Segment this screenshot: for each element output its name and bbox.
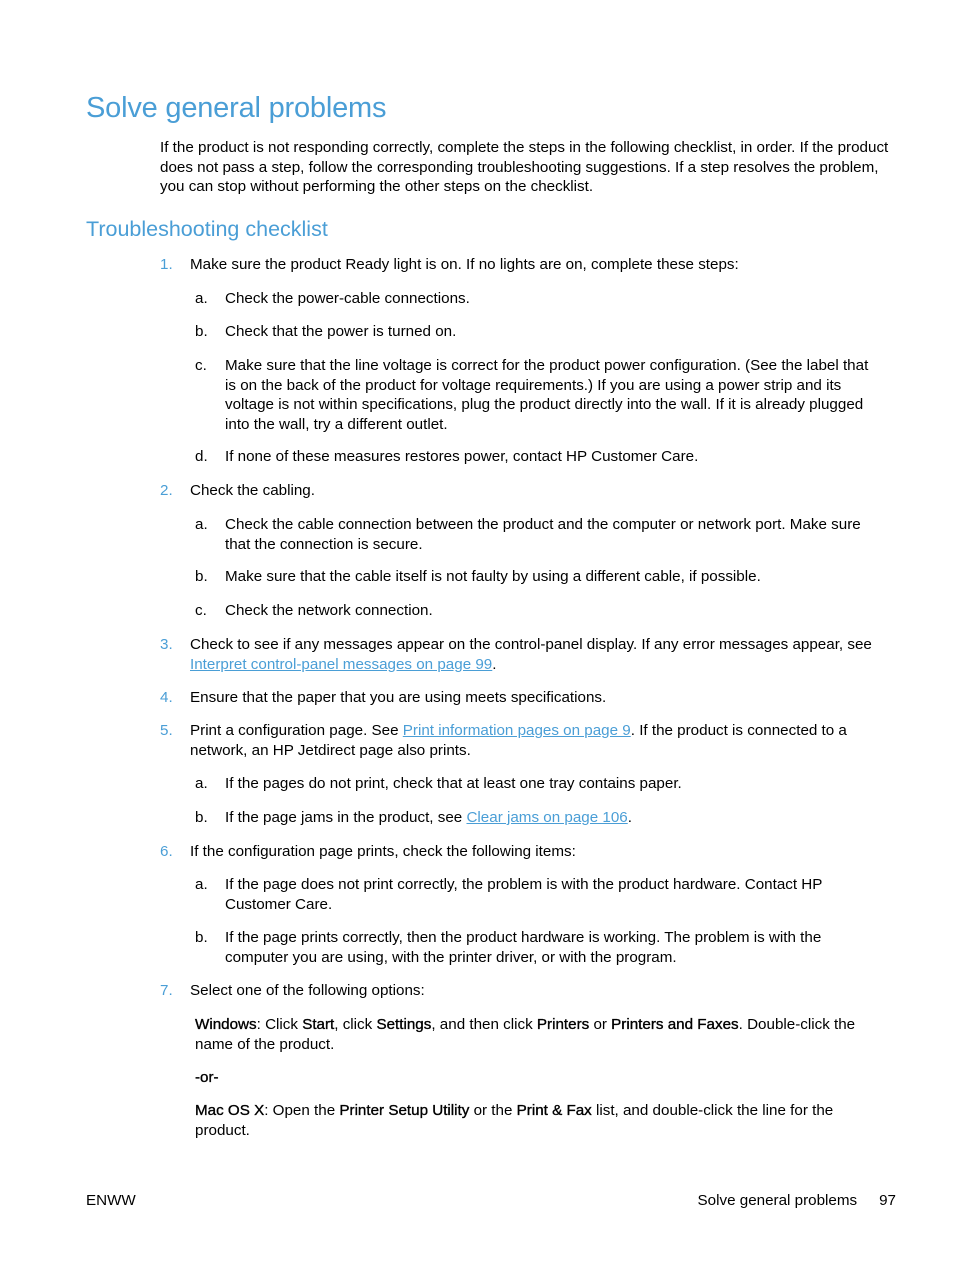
list-item <box>195 601 882 621</box>
sub-step-text <box>225 808 882 828</box>
sub-step-text: If the page prints correctly, then the product hardware is working. The problem is with the computer you are using, with the printer driver, or with the program. <box>225 929 822 966</box>
print-information-pages-link[interactable]: Print information pages on page 9 <box>402 722 631 739</box>
step-text: Check the cabling. <box>190 482 315 499</box>
sub-step-letter: b. <box>195 568 208 585</box>
list-item <box>160 688 882 708</box>
or-text: -or- <box>195 1069 219 1086</box>
printers-and-faxes-label: Printers and Faxes <box>611 1016 739 1033</box>
sub-step-letter: b. <box>195 323 208 340</box>
footer-section: Solve general problems <box>697 1192 858 1209</box>
start-label: Start <box>302 1016 335 1033</box>
list-item <box>195 808 882 828</box>
list-item <box>160 635 882 674</box>
step-text <box>190 721 882 760</box>
footer-right <box>698 1191 896 1211</box>
printers-label: Printers <box>536 1016 590 1033</box>
step-text: Ensure that the paper that you are using meets specifications. <box>190 689 607 706</box>
sub-step-letter: b. <box>195 929 208 946</box>
step-number: 4. <box>160 689 173 706</box>
list-item <box>195 515 882 554</box>
instruction-text: , and then click <box>431 1016 537 1033</box>
page-number: 97 <box>879 1192 896 1209</box>
sub-step-letter: a. <box>195 876 208 893</box>
step-number: 3. <box>160 636 173 653</box>
instruction-text: or <box>589 1016 612 1033</box>
step-text-part: Check to see if any messages appear on the control-panel display. If any error messages appear, see <box>190 636 872 653</box>
sub-step-text: If the pages do not print, check that at least one tray contains paper. <box>225 775 682 792</box>
sub-step-text: Make sure that the line voltage is correct for the product power configuration. (See the label that is on the back of the product for voltage requirements.) If you are using a power strip and its voltage is not within specifications, plug the product directly into the wall. If it is already plugged into the wall, try a different outlet. <box>225 357 869 433</box>
step-text-part: . <box>492 655 497 673</box>
instruction-text: or the <box>469 1102 517 1119</box>
list-item <box>195 447 882 467</box>
control-panel-messages-link[interactable]: Interpret control-panel messages on page 99 <box>190 655 493 673</box>
settings-label: Settings <box>376 1016 432 1033</box>
list-item <box>195 289 882 309</box>
list-item <box>160 255 882 275</box>
sub-step-letter: d. <box>195 448 208 465</box>
step-text-part: If the page jams in the product, see <box>225 809 467 826</box>
step-number: 1. <box>160 256 173 273</box>
instruction-text: . Double-click the name of the product. <box>195 1016 856 1053</box>
step-text-part: Print a configuration page. See <box>190 722 403 739</box>
list-item <box>160 981 882 1001</box>
print-fax-label: Print & Fax <box>516 1102 592 1119</box>
instruction-text: : Open the <box>264 1102 340 1119</box>
sub-step-letter: a. <box>195 516 208 533</box>
step-text: If the configuration page prints, check the following items: <box>190 843 576 860</box>
mac-instructions <box>195 1101 882 1140</box>
intro-paragraph: If the product is not responding correctly, complete the steps in the following checklist, in order. If the product does not pass a step, follow the corresponding troubleshooting suggestions. If a step resolves the problem, you can stop without performing the other steps on the checklist. <box>160 139 889 195</box>
sub-step-text: Check that the power is turned on. <box>225 323 457 340</box>
step-text: Select one of the following options: <box>190 982 425 999</box>
windows-instructions <box>195 1015 882 1054</box>
instruction-text: list, and double-click the line for the product. <box>195 1102 834 1139</box>
section-heading: Troubleshooting checklist <box>86 217 328 241</box>
list-item <box>195 356 882 434</box>
sub-step-text: If none of these measures restores power, contact HP Customer Care. <box>225 448 699 465</box>
list-item <box>195 875 882 914</box>
sub-step-letter: c. <box>195 357 207 374</box>
sub-step-text: Check the network connection. <box>225 602 433 619</box>
step-number: 7. <box>160 982 173 999</box>
instruction-text: , click <box>334 1016 377 1033</box>
sub-step-text: If the page does not print correctly, the problem is with the product hardware. Contact HP Customer Care. <box>225 876 823 913</box>
mac-os-label: Mac OS X <box>195 1102 265 1119</box>
list-item <box>195 322 882 342</box>
list-item <box>195 928 882 967</box>
sub-step-text: Check the cable connection between the product and the computer or network port. Make sure that the connection is secure. <box>225 516 861 553</box>
sub-step-text: Check the power-cable connections. <box>225 290 470 307</box>
step-text-part: . If the product is connected to a network, an HP Jetdirect page also prints. <box>190 722 847 759</box>
list-item <box>160 842 882 862</box>
step-number: 2. <box>160 482 173 499</box>
list-item <box>160 481 882 501</box>
page-title: Solve general problems <box>86 92 387 124</box>
sub-step-text: Make sure that the cable itself is not faulty by using a different cable, if possible. <box>225 568 761 585</box>
step-text-part: . <box>627 809 632 826</box>
step-number: 5. <box>160 722 173 739</box>
step-text <box>190 635 882 674</box>
step-number: 6. <box>160 843 173 860</box>
sub-step-letter: b. <box>195 809 208 826</box>
footer-left: ENWW <box>86 1192 136 1209</box>
list-item <box>160 721 882 760</box>
clear-jams-link[interactable]: Clear jams on page 106 <box>466 809 628 826</box>
sub-step-letter: a. <box>195 290 208 307</box>
list-item <box>195 567 882 587</box>
list-item <box>195 774 882 794</box>
sub-step-letter: c. <box>195 602 207 619</box>
or-separator <box>195 1068 882 1088</box>
sub-step-letter: a. <box>195 775 208 792</box>
step-text: Make sure the product Ready light is on. If no lights are on, complete these steps: <box>190 256 739 273</box>
instruction-text: : Click <box>256 1016 303 1033</box>
windows-label: Windows <box>195 1016 257 1033</box>
printer-setup-utility-label: Printer Setup Utility <box>339 1102 470 1119</box>
